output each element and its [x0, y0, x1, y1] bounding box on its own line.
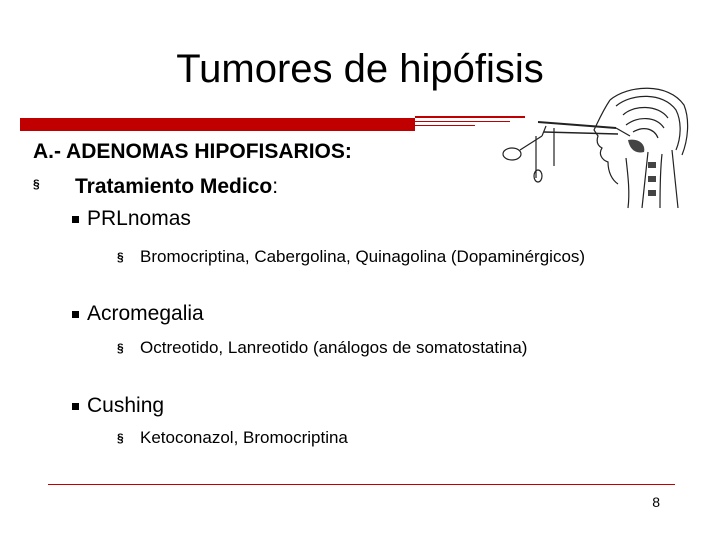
- square-bullet-icon: §: [117, 250, 124, 264]
- group-item: Ketoconazol, Bromocriptina: [140, 428, 348, 447]
- group-item: Bromocriptina, Cabergolina, Quinagolina (Dopaminérgicos): [140, 247, 586, 266]
- main-heading: A.- ADENOMAS HIPOFISARIOS:: [33, 140, 352, 163]
- square-bullet-icon: [72, 311, 79, 318]
- square-bullet-icon: [72, 216, 79, 223]
- square-bullet-icon: §: [33, 177, 40, 191]
- page-number: 8: [652, 494, 660, 510]
- head-sagittal-illustration-icon: [498, 80, 690, 210]
- section-colon: :: [272, 175, 279, 198]
- slide-title: Tumores de hipófisis: [176, 47, 544, 91]
- section-label: Tratamiento Medico: [75, 175, 273, 198]
- group-item: Octreotido, Lanreotido (análogos de somatostatina): [140, 338, 528, 357]
- list-item-acromegalia: [72, 302, 204, 326]
- list-item-prlnomas: [72, 207, 191, 231]
- section-heading: [75, 175, 278, 199]
- group-label: Cushing: [87, 394, 165, 417]
- group-label: PRLnomas: [87, 207, 191, 230]
- square-bullet-icon: §: [117, 431, 124, 445]
- footer-rule: [48, 484, 675, 485]
- square-bullet-icon: [72, 403, 79, 410]
- group-label: Acromegalia: [87, 302, 204, 325]
- list-item-cushing: [72, 394, 164, 418]
- title-rule-bar: [20, 118, 415, 131]
- square-bullet-icon: §: [117, 341, 124, 355]
